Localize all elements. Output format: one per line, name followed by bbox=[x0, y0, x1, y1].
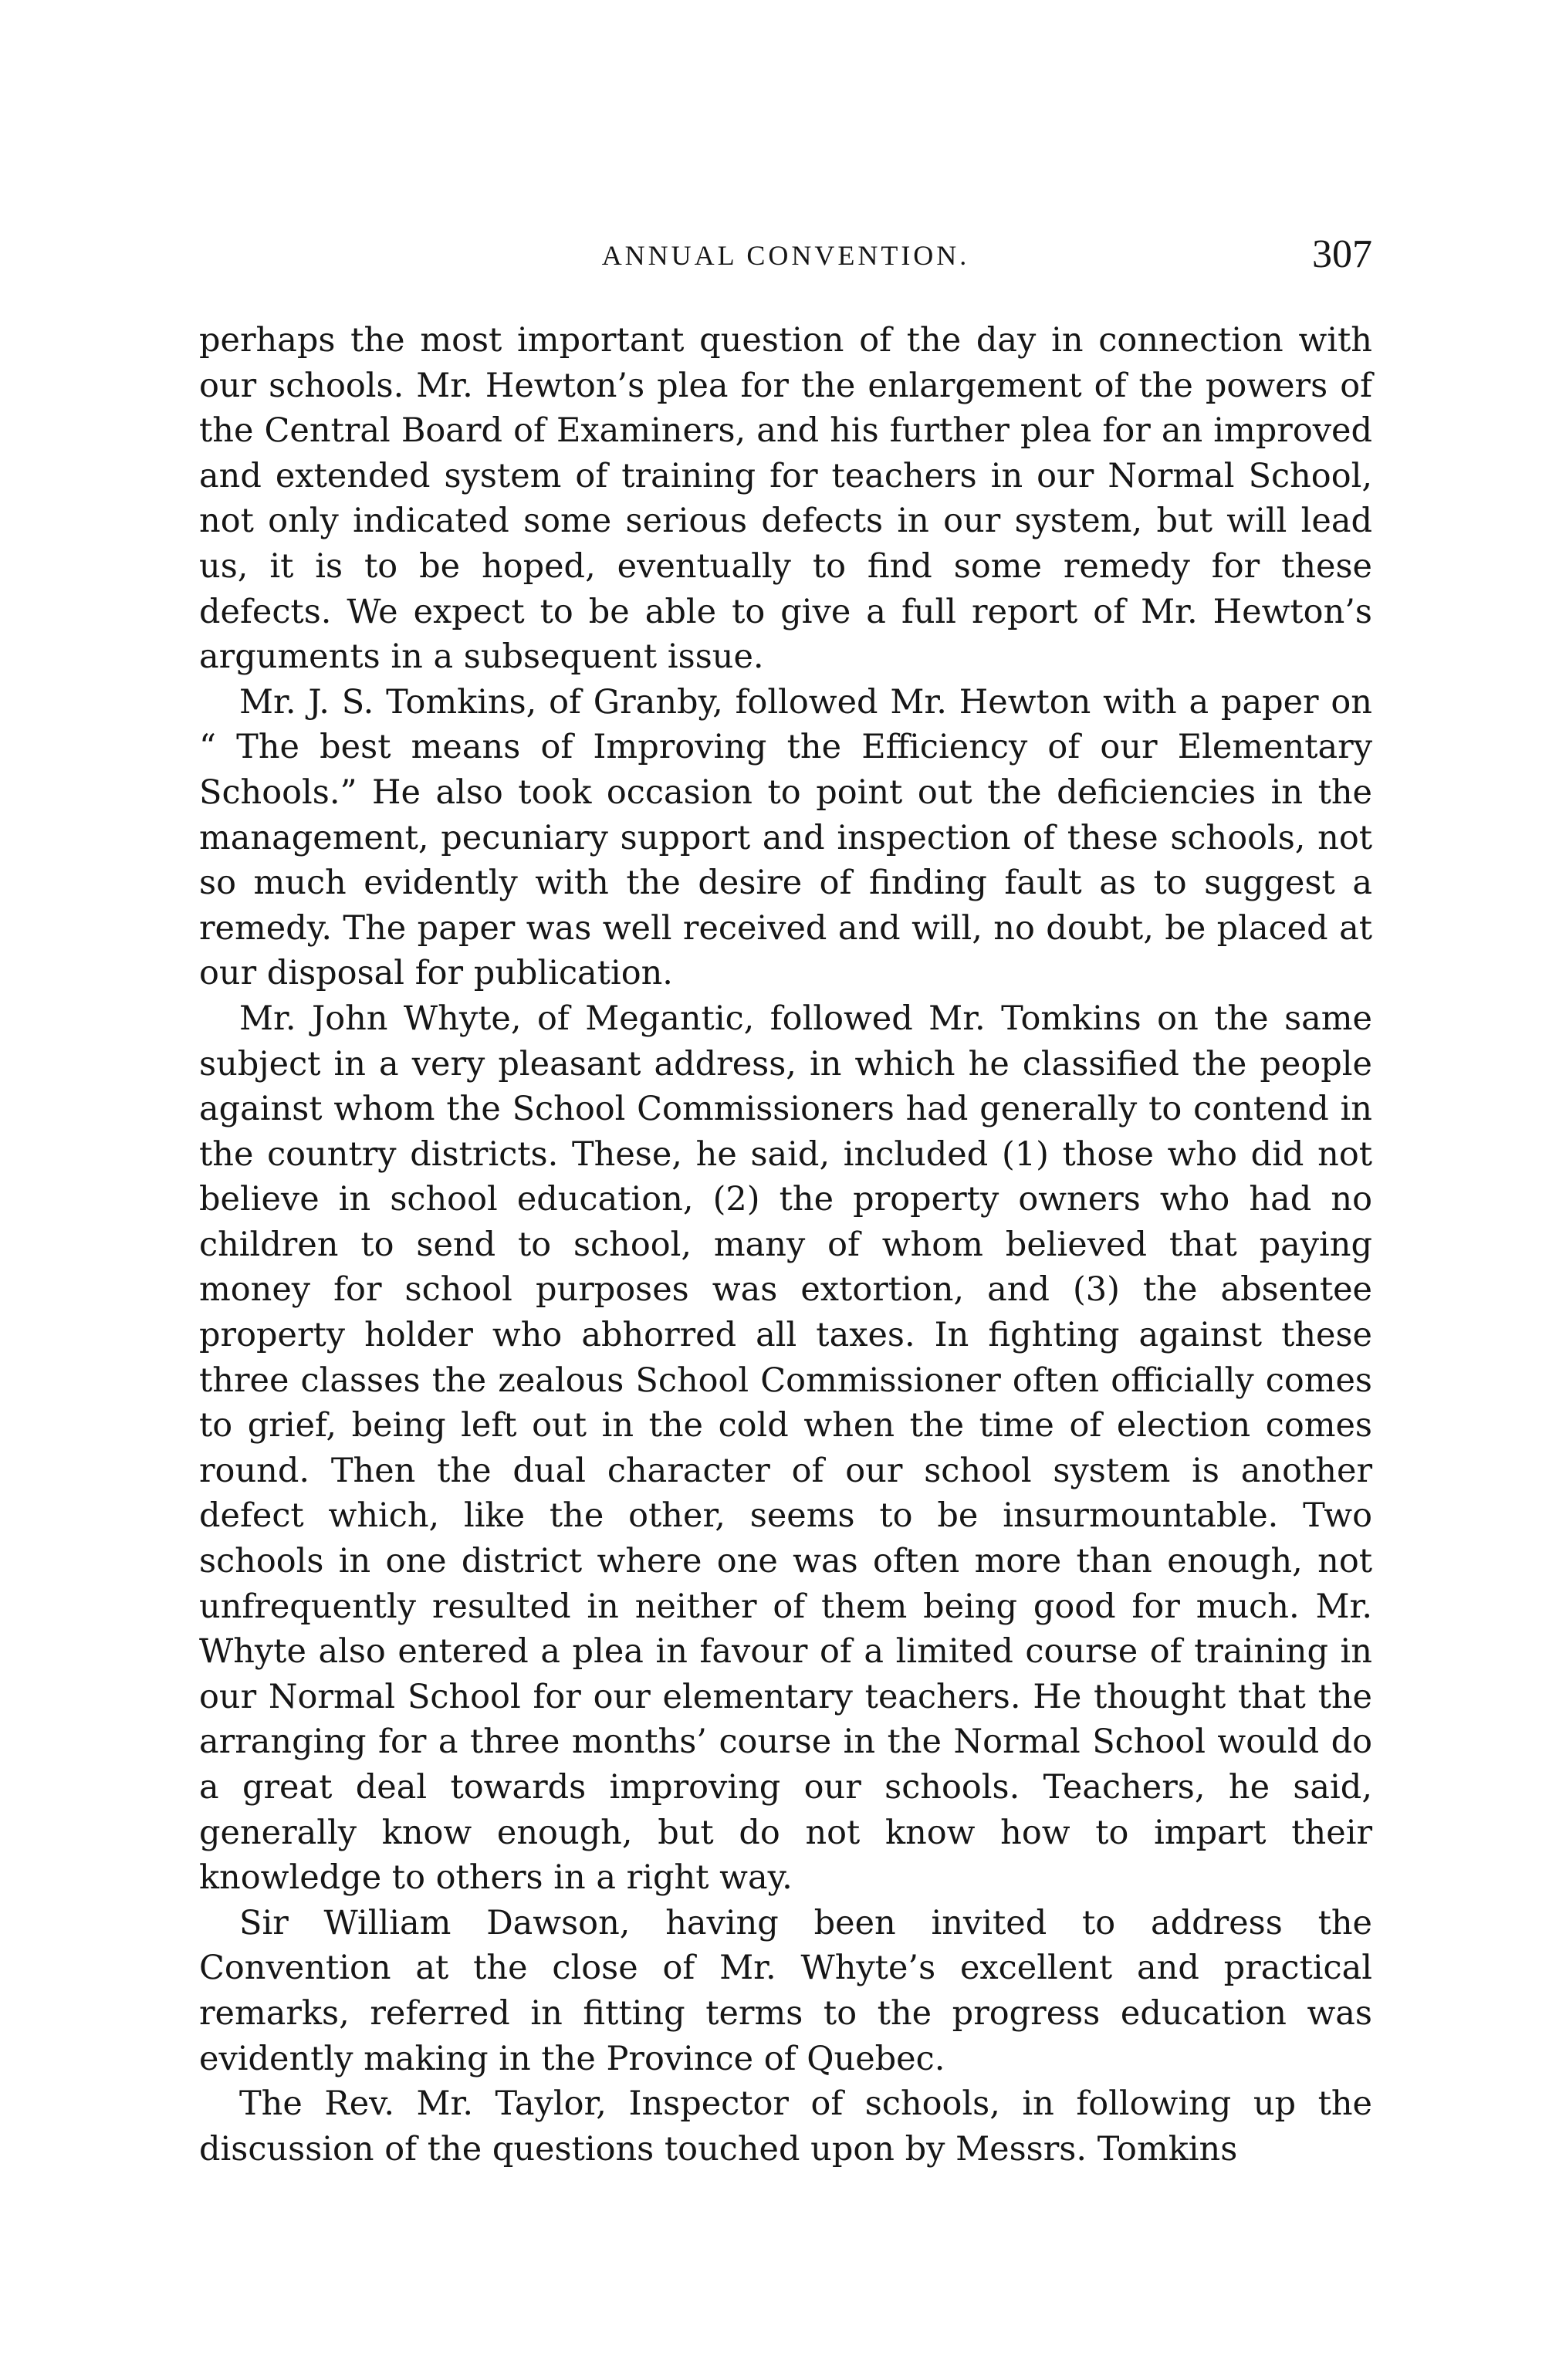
running-head: ANNUAL CONVENTION. bbox=[601, 240, 970, 271]
body-text bbox=[199, 318, 1372, 2172]
paragraph-tomkins: Mr. J. S. Tomkins, of Granby, followed Mr. Hewton with a paper on “ The best means of Improving the Efficiency of our Elementary Schools.” He also took occasion to point out the deficiencies in the management, pecuniary support and inspection of these schools, not so much evidently with the desire of finding fault as to suggest a remedy. The paper was well received and will, no doubt, be placed at our disposal for publication. bbox=[199, 682, 1372, 993]
paragraph-hewton-continued: perhaps the most important question of the day in connection with our schools. Mr. Hewton’s plea for the enlargement of the powers of the Central Board of Examiners, and his further plea for an improved and extended system of training for teachers in our Normal School, not only indicated some serious defects in our system, but will lead us, it is to be hoped, eventually to find some remedy for these defects. We expect to be able to give a full report of Mr. Hewton’s arguments in a subsequent issue. bbox=[199, 321, 1372, 677]
paragraph-whyte: Mr. John Whyte, of Megantic, followed Mr. Tomkins on the same subject in a very pleasant address, in which he classified the people against whom the School Commissioners had generally to contend in the country districts. These, he said, included (1) those who did not believe in school education, (2) the property owners who had no children to send to school, many of whom believed that paying money for school purposes was extortion, and (3) the absentee property holder who abhorred all taxes. In fighting against these three classes the zealous School Commissioner often officially comes to grief, being left out in the cold when the time of election comes round. Then the dual character of our school system is another defect which, like the other, seems to be insurmountable. Two schools in one district where one was often more than enough, not unfrequently resulted in neither of them being good for much. Mr. Whyte also entered a plea in favour of a limited course of training in our Normal School for our elementary teachers. He thought that the arranging for a three months’ course in the Normal School would do a great deal towards improving our schools. Teachers, he said, generally know enough, but do not know how to impart their knowledge to others in a right way. bbox=[199, 999, 1372, 1898]
paragraph-taylor: The Rev. Mr. Taylor, Inspector of schools, in following up the discussion of the questions touched upon by Messrs. Tomkins bbox=[199, 2084, 1372, 2169]
page-header bbox=[199, 232, 1372, 286]
page-number: 307 bbox=[1312, 232, 1372, 276]
paragraph-dawson: Sir William Dawson, having been invited to address the Convention at the close of Mr. Whyte’s excellent and practical remarks, referred in fitting terms to the progress education was evidently making in the Province of Quebec. bbox=[199, 1903, 1372, 2078]
